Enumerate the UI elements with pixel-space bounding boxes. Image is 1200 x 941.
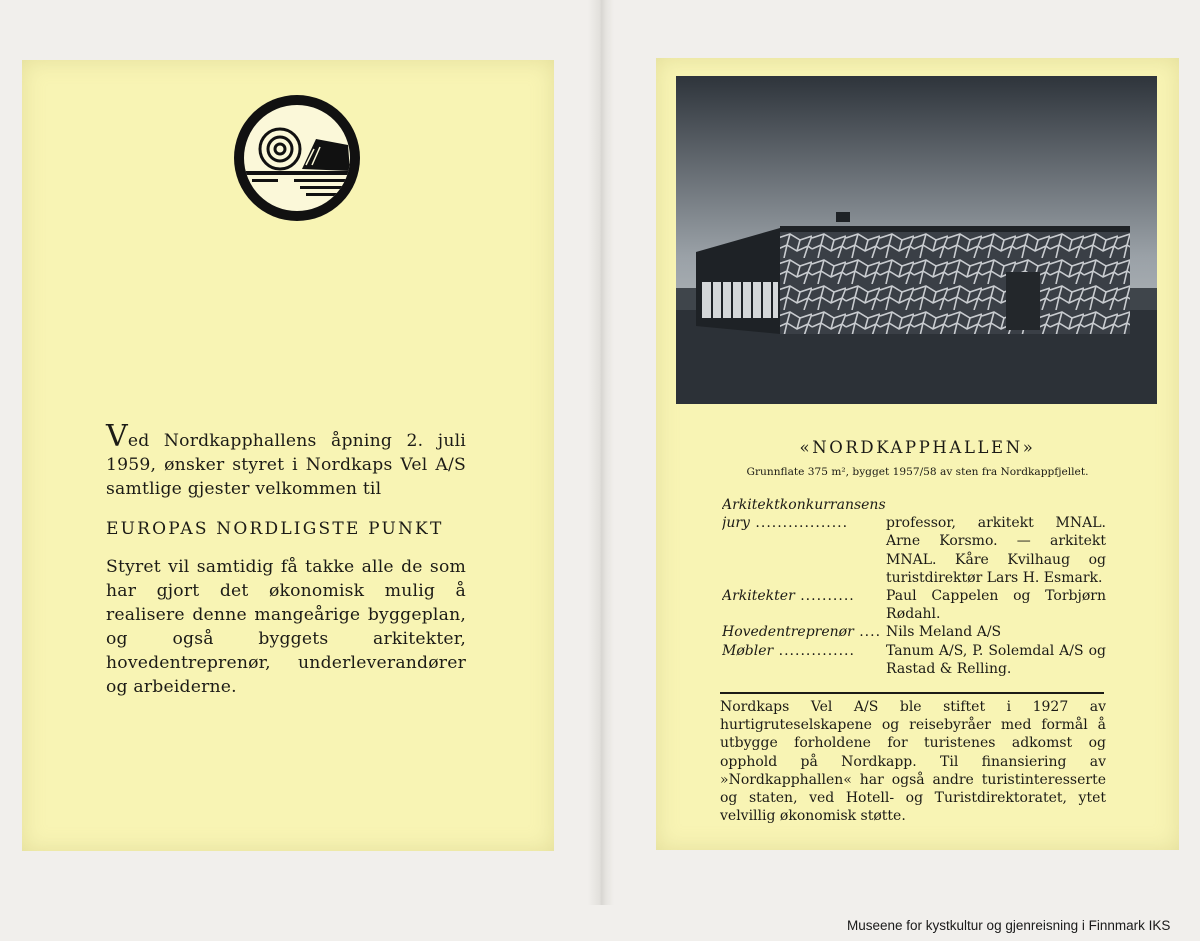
welcome-paragraph xyxy=(106,419,466,501)
emblem-inner xyxy=(244,105,350,211)
credit-label-wrap xyxy=(722,514,886,587)
about-paragraph: Nordkaps Vel A/S ble stiftet i 1927 av hurtigruteselskapene og reisebyråer med formål å utbygge forholdene for turistenes adkomst og opphold på Nordkapp. Til finansiering av »Nordkapphallen« har også andre turistinteresserte og staten, ved Hotell- og Turistdirektoratet, ytet velvillig økonomisk støtte. xyxy=(720,699,1106,825)
credit-label-wrap xyxy=(722,623,886,641)
credit-label: Arkitektkonkurransens xyxy=(722,497,886,513)
building-subtitle: Grunnflate 375 m², bygget 1957/58 av sten fra Nordkappfjellet. xyxy=(746,466,1089,478)
building-title: «NORDKAPPHALLEN» xyxy=(799,438,1036,457)
credit-row xyxy=(722,642,1106,678)
credit-value: professor, arkitekt MNAL. Arne Korsmo. — arkitekt MNAL. Kåre Kvilhaug og turistdirektør Lars H. Esmark. xyxy=(886,515,1106,586)
emblem-graphic xyxy=(244,105,350,211)
credit-value: Tanum A/S, P. Solemdal A/S og Rastad & Relling. xyxy=(886,642,1106,677)
museum-credit: Museene for kystkultur og gjenreisning i Finnmark IKS xyxy=(847,918,1171,933)
left-page xyxy=(22,60,554,851)
credit-row xyxy=(722,587,1106,623)
credit-row xyxy=(722,514,1106,587)
drop-cap: V xyxy=(106,419,128,454)
credit-label-wrap xyxy=(722,587,886,623)
heading-northernmost-point: EUROPAS NORDLIGSTE PUNKT xyxy=(106,519,444,539)
welcome-text xyxy=(106,419,466,699)
credit-dots: .......... xyxy=(794,588,855,605)
welcome-body: ed Nordkapphallens åpning 2. juli 1959, ønsker styret i Nordkaps Vel A/S samtlige gjester velkommen til xyxy=(106,431,466,499)
credit-dots: ................. xyxy=(749,515,849,532)
credit-label: Arkitekter xyxy=(722,588,795,605)
credit-dots: .............. xyxy=(773,642,855,659)
right-page xyxy=(656,58,1179,850)
credit-row xyxy=(722,623,1106,641)
thanks-paragraph: Styret vil samtidig få takke alle de som har gjort det økonomisk mulig å realisere denne mangeårige byggeplan, og også byggets arkitekter, hovedentreprenør, underleverandører og arbeiderne. xyxy=(106,557,466,697)
credit-value: Paul Cappelen og Torbjørn Rødahl. xyxy=(886,588,1106,623)
credits-list xyxy=(722,496,1106,678)
credit-value: Nils Meland A/S xyxy=(886,624,1002,641)
section-divider xyxy=(720,692,1104,694)
credit-label: jury xyxy=(722,515,750,532)
credit-label-wrap xyxy=(722,642,886,678)
page-fold xyxy=(588,0,614,905)
stone-building-photo xyxy=(676,76,1157,404)
credit-label: Møbler xyxy=(722,642,774,659)
credit-row xyxy=(722,496,1106,514)
credit-dots: .... xyxy=(853,624,882,641)
credit-label: Hovedentreprenør xyxy=(722,624,854,641)
building-photo-graphic xyxy=(676,76,1157,404)
north-cape-emblem-icon xyxy=(234,95,360,221)
